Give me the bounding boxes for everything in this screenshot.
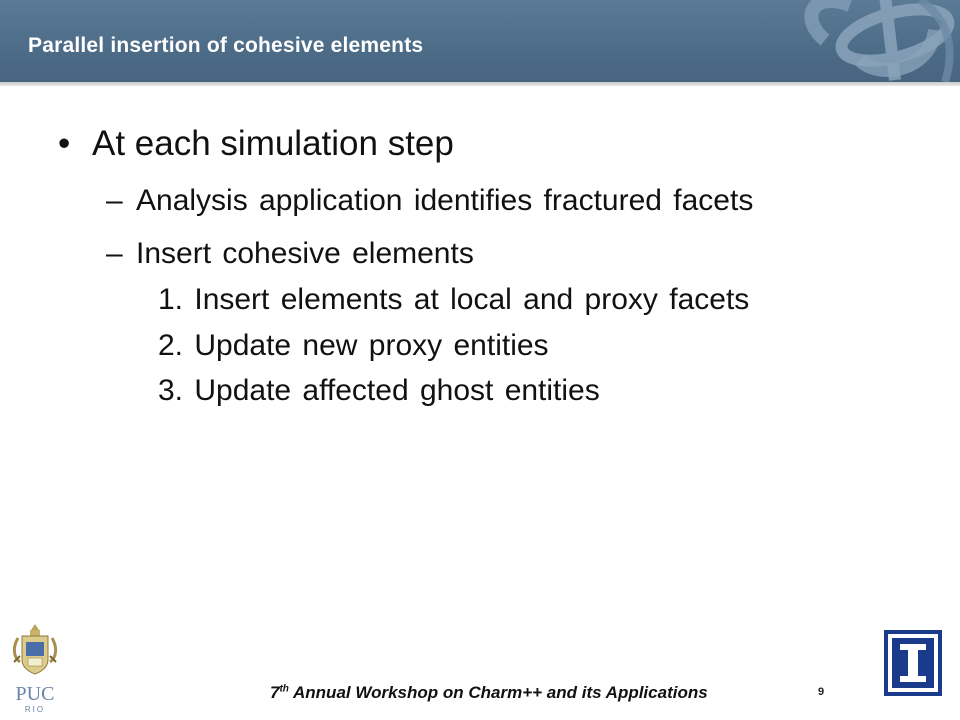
dash-glyph: – — [106, 184, 123, 217]
page-number: 9 — [818, 686, 825, 698]
rio-logo-text: RIO — [24, 705, 46, 714]
sub-bullet-2 — [106, 237, 474, 271]
dash-glyph: – — [106, 237, 123, 270]
crest-icon — [14, 624, 56, 674]
puc-logo-text: PUC — [15, 683, 55, 705]
charm-logo-watermark — [720, 0, 960, 82]
footer-workshop-text — [270, 683, 708, 703]
footer-text-prefix: 7 — [270, 683, 280, 702]
illinois-block-i-logo — [882, 628, 944, 698]
step-item-2: 2. Update new proxy entities — [158, 329, 549, 362]
main-bullet — [58, 124, 454, 164]
footer-text-suffix: Annual Workshop on Charm++ and its Applications — [288, 683, 708, 702]
header-divider — [0, 82, 960, 86]
bullet-glyph: • — [58, 124, 71, 163]
slide-header — [0, 0, 960, 82]
puc-rio-crest-logo — [8, 618, 62, 716]
sub-point-2-text: Insert cohesive elements — [136, 237, 474, 270]
footer-text-superscript: th — [279, 683, 289, 695]
step-item-3: 3. Update affected ghost entities — [158, 374, 600, 407]
main-point-text: At each simulation step — [92, 124, 454, 163]
step-item-1: 1. Insert elements at local and proxy facets — [158, 283, 750, 316]
sub-point-1-text: Analysis application identifies fractured facets — [136, 184, 754, 217]
sub-bullet-1 — [106, 184, 753, 218]
slide-title: Parallel insertion of cohesive elements — [28, 34, 424, 57]
